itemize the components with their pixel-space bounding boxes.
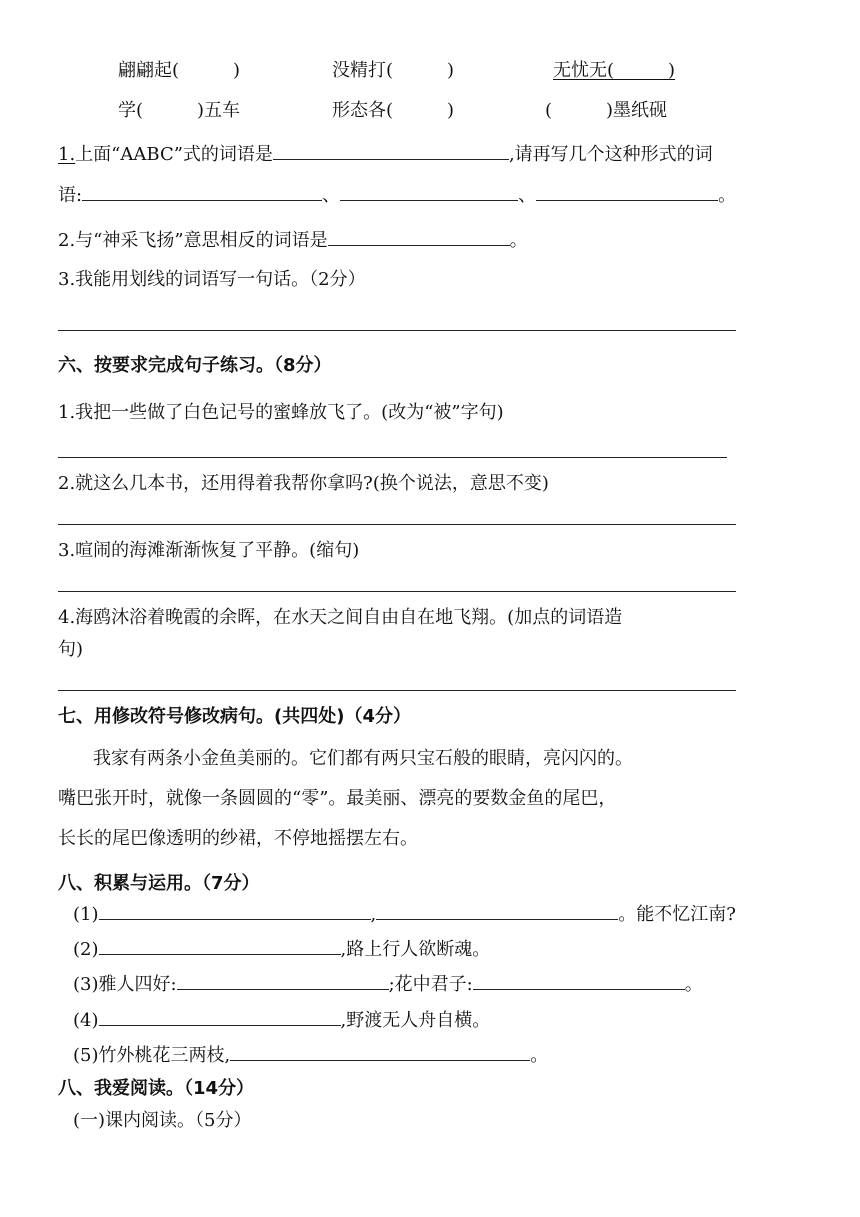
idiom-6: ( )墨纸砚 — [545, 100, 668, 121]
question-2-text: 2.与“神采飞扬”意思相反的词语是 — [58, 230, 328, 251]
answer-line[interactable] — [58, 591, 736, 592]
question-1-line1 — [58, 141, 713, 167]
section-6-item-4: 4.海鸥沐浴着晚霞的余晖，在水天之间自由自在地飞翔。(加点的词语造 — [58, 607, 623, 628]
paragraph-line-1: 我家有两条小金鱼美丽的。它们都有两只宝石般的眼睛，亮闪闪的。 — [93, 748, 633, 769]
answer-blank[interactable] — [328, 227, 510, 246]
question-3: 3.我能用划线的词语写一句话。（2分） — [58, 269, 366, 290]
item-prefix: (4) — [73, 1010, 99, 1031]
item-suffix: 。能不忆江南? — [618, 904, 736, 925]
question-2 — [58, 227, 528, 253]
separator: 、 — [518, 185, 537, 206]
answer-blank[interactable] — [536, 182, 718, 201]
answer-blank[interactable] — [177, 971, 389, 990]
answer-blank[interactable] — [82, 182, 322, 201]
idiom-5: 形态各( ) — [332, 100, 455, 121]
period: 。 — [718, 185, 737, 206]
section-6-item-2: 2.就这么几本书，还用得着我帮你拿吗?(换个说法，意思不变) — [58, 473, 549, 494]
answer-blank[interactable] — [473, 971, 685, 990]
poem-item-2 — [73, 936, 490, 962]
section-6-item-3: 3.喧闹的海滩渐渐恢复了平静。(缩句) — [58, 540, 360, 561]
question-1-number: 1. — [58, 144, 76, 165]
item-mid: , — [370, 904, 377, 925]
idiom-3-underlined: 无忧无( ) — [553, 60, 676, 81]
question-1-line2 — [58, 182, 736, 208]
item-mid: ;花中君子: — [388, 974, 473, 995]
item-suffix: 。 — [684, 974, 703, 995]
section-6-title: 六、按要求完成句子练习。（8分） — [58, 355, 332, 376]
answer-blank[interactable] — [376, 901, 618, 920]
item-suffix: ,路上行人欲断魂。 — [340, 939, 491, 960]
question-1-text-end: 语: — [58, 185, 83, 206]
section-6-item-4-cont: 句) — [58, 639, 84, 660]
item-prefix: (1) — [73, 904, 99, 925]
section-7-title: 七、用修改符号修改病句。(共四处)（4分） — [58, 706, 411, 727]
reading-subsection: (一)课内阅读。（5分） — [73, 1110, 252, 1131]
answer-line[interactable] — [58, 457, 727, 458]
paragraph-line-3: 长长的尾巴像透明的纱裙，不停地摇摆左右。 — [58, 828, 418, 849]
period: 。 — [509, 230, 528, 251]
answer-blank[interactable] — [99, 1007, 341, 1026]
poem-item-5 — [73, 1042, 548, 1068]
answer-line[interactable] — [58, 524, 736, 525]
idiom-1: 翩翩起( ) — [118, 60, 241, 81]
item-suffix: ,野渡无人舟自横。 — [340, 1010, 491, 1031]
item-prefix: (2) — [73, 939, 99, 960]
poem-item-3 — [73, 971, 703, 997]
item-prefix: (5)竹外桃花三两枝, — [73, 1045, 231, 1066]
idiom-4: 学( )五车 — [118, 100, 241, 121]
separator: 、 — [322, 185, 341, 206]
answer-line[interactable] — [58, 690, 736, 691]
paragraph-line-2: 嘴巴张开时，就像一条圆圆的“零”。最美丽、漂亮的要数金鱼的尾巴， — [58, 788, 617, 809]
answer-blank[interactable] — [99, 936, 341, 955]
section-8-title: 八、积累与运用。（7分） — [58, 873, 260, 894]
section-6-item-1: 1.我把一些做了白色记号的蜜蜂放飞了。(改为“被”字句) — [58, 402, 504, 423]
poem-item-4 — [73, 1007, 490, 1033]
answer-blank[interactable] — [340, 182, 518, 201]
question-1-text: 上面“AABC”式的词语是 — [75, 144, 273, 165]
idiom-2: 没精打( ) — [332, 60, 455, 81]
answer-line[interactable] — [58, 330, 736, 331]
poem-item-1 — [73, 901, 736, 927]
item-prefix: (3)雅人四好: — [73, 974, 177, 995]
question-1-text-cont: ,请再写几个这种形式的词 — [508, 144, 713, 165]
item-suffix: 。 — [530, 1045, 549, 1066]
section-reading-title: 八、我爱阅读。（14分） — [58, 1078, 255, 1099]
answer-blank[interactable] — [99, 901, 371, 920]
answer-blank[interactable] — [230, 1042, 530, 1061]
answer-blank[interactable] — [273, 141, 509, 160]
